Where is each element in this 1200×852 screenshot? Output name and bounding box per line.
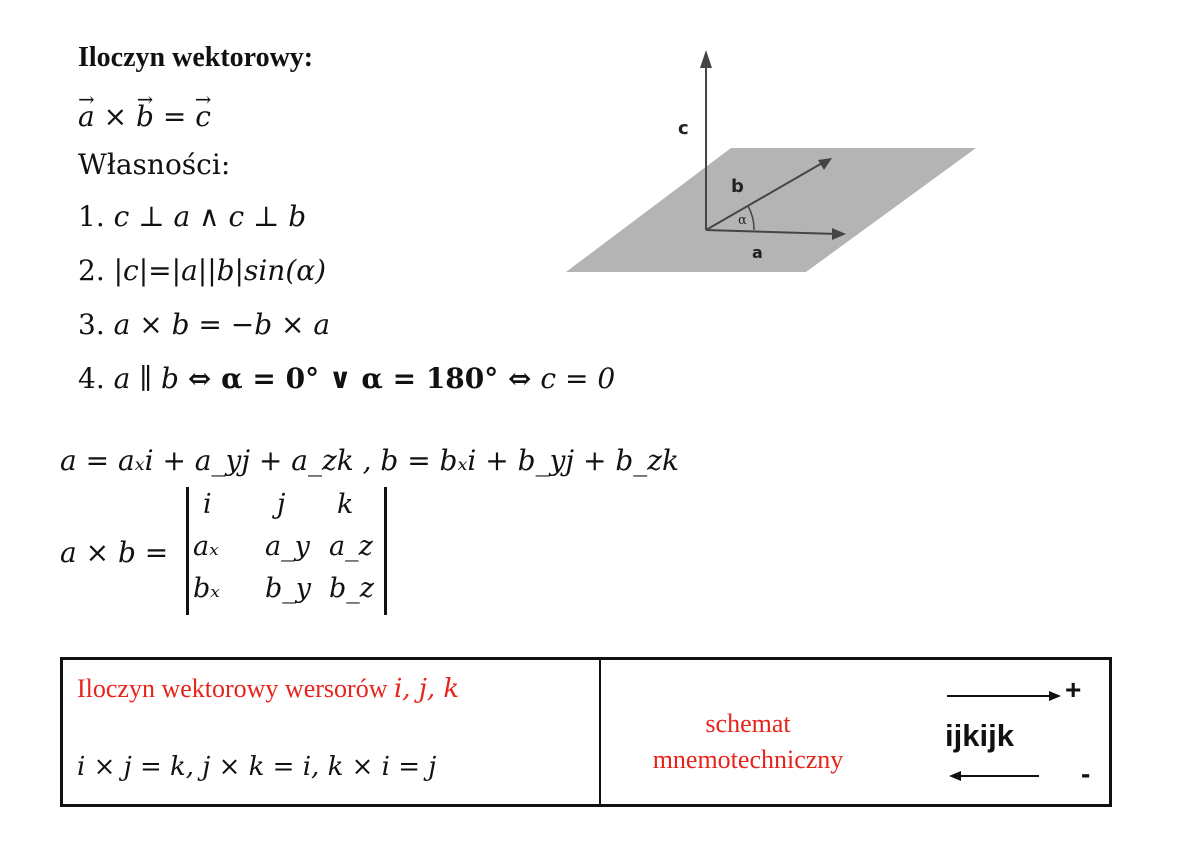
label-b: b — [731, 176, 744, 197]
property-2: 2. |c|=|a||b|sin(α) — [78, 254, 327, 287]
matrix-cell: i — [203, 489, 212, 520]
property-3: 3. a × b = −b × a — [78, 308, 331, 341]
matrix-cell: k — [337, 489, 354, 520]
cross-product-figure — [556, 40, 996, 320]
matrix-cell: bₓ — [193, 573, 220, 604]
plus-arrowhead — [1049, 691, 1061, 701]
vector-c: → c — [195, 100, 211, 133]
property-1: 1. c ⊥ a ∧ c ⊥ b — [78, 200, 307, 233]
vector-b: → b — [136, 100, 154, 133]
page-title: Iloczyn wektorowy: — [78, 42, 314, 73]
plane-shape — [566, 148, 976, 272]
label-alpha: α — [738, 213, 747, 228]
matrix-cell: b_z — [329, 573, 375, 604]
properties-label: Własności: — [78, 148, 231, 181]
matrix-cell: a_y — [265, 531, 310, 562]
unit-vector-formula: i × j = k, j × k = i, k × i = j — [77, 752, 437, 782]
matrix-cell: j — [277, 489, 286, 520]
determinant-matrix — [186, 487, 387, 615]
label-a: a — [752, 243, 763, 262]
label-c: c — [678, 118, 689, 139]
mnemonic-label: schemat mnemotechniczny — [652, 709, 844, 774]
minus-arrowhead — [949, 771, 961, 781]
c-arrowhead — [700, 50, 712, 68]
table-divider — [599, 660, 601, 804]
ijk-sequence: ijkijk — [945, 718, 1014, 753]
table-title: Iloczyn wektorowy wersorów i, j, k — [77, 674, 460, 704]
matrix-cell: aₓ — [193, 531, 219, 562]
matrix-cell: a_z — [329, 531, 373, 562]
vector-components: a = aₓi + a_yj + a_zk , b = bₓi + b_yj + b_zk — [60, 444, 679, 477]
matrix-cell: b_y — [265, 573, 312, 604]
property-4: 4. a ∥ b ⇔ α = 0° ∨ α = 180° ⇔ c = 0 — [78, 362, 616, 395]
plus-sign: + — [1065, 674, 1082, 705]
cross-product-definition: → a × → b = → c — [78, 100, 211, 133]
vector-a: → a — [78, 100, 95, 133]
unit-vector-table — [60, 657, 1112, 807]
minus-sign: - — [1081, 758, 1091, 789]
cross-product-label: a × b = — [60, 536, 169, 569]
